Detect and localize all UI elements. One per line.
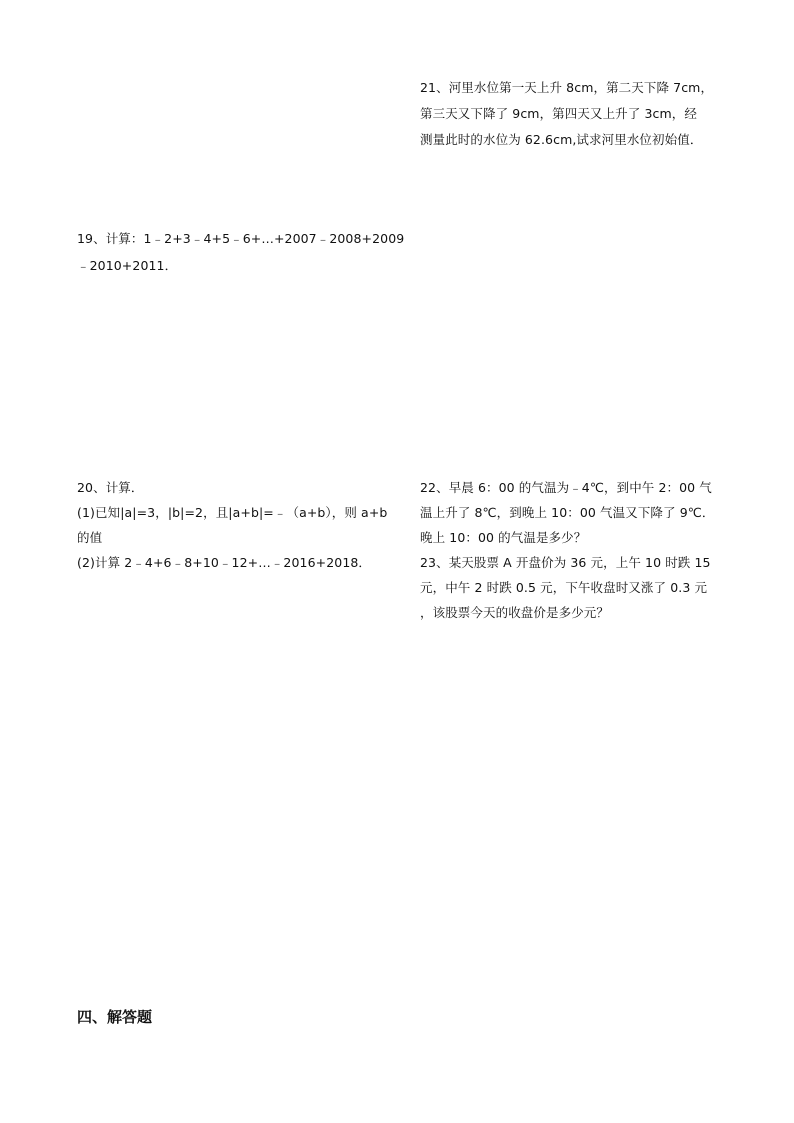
section-heading: 四、解答题 bbox=[77, 1008, 153, 1026]
question-22-line-3: 晚上 10：00 的气温是多少？ bbox=[420, 530, 587, 545]
question-23-line-1: 23、某天股票 A 开盘价为 36 元，上午 10 时跌 15 bbox=[420, 555, 711, 570]
question-21-line-1: 21、河里水位第一天上升 8cm，第二天下降 7cm， bbox=[420, 80, 714, 95]
question-19-line-2: ﹣2010+2011． bbox=[77, 258, 178, 273]
question-20-line-4: (2)计算 2﹣4+6﹣8+10﹣12+…﹣2016+2018． bbox=[77, 555, 372, 570]
question-23-line-2: 元，中午 2 时跌 0.5 元，下午收盘时又涨了 0.3 元 bbox=[420, 580, 708, 595]
question-19-line-1: 19、计算：1﹣2+3﹣4+5﹣6+…+2007﹣2008+2009 bbox=[77, 231, 405, 246]
question-20-line-1: 20、计算． bbox=[77, 480, 144, 495]
question-21-line-3: 测量此时的水位为 62.6cm,试求河里水位初始值． bbox=[420, 132, 703, 147]
question-20-line-2: (1)已知|a|=3，|b|=2，且|a+b|=﹣（a+b），则 a+b bbox=[77, 505, 388, 520]
question-21-line-2: 第三天又下降了 9cm，第四天又上升了 3cm，经 bbox=[420, 106, 697, 121]
question-22-line-1: 22、早晨 6：00 的气温为﹣4℃，到中午 2：00 气 bbox=[420, 480, 712, 495]
question-20-line-3: 的值 bbox=[77, 530, 103, 545]
question-23-line-3: ，该股票今天的收盘价是多少元？ bbox=[420, 605, 610, 620]
question-22-line-2: 温上升了 8℃，到晚上 10：00 气温又下降了 9℃． bbox=[420, 505, 715, 520]
